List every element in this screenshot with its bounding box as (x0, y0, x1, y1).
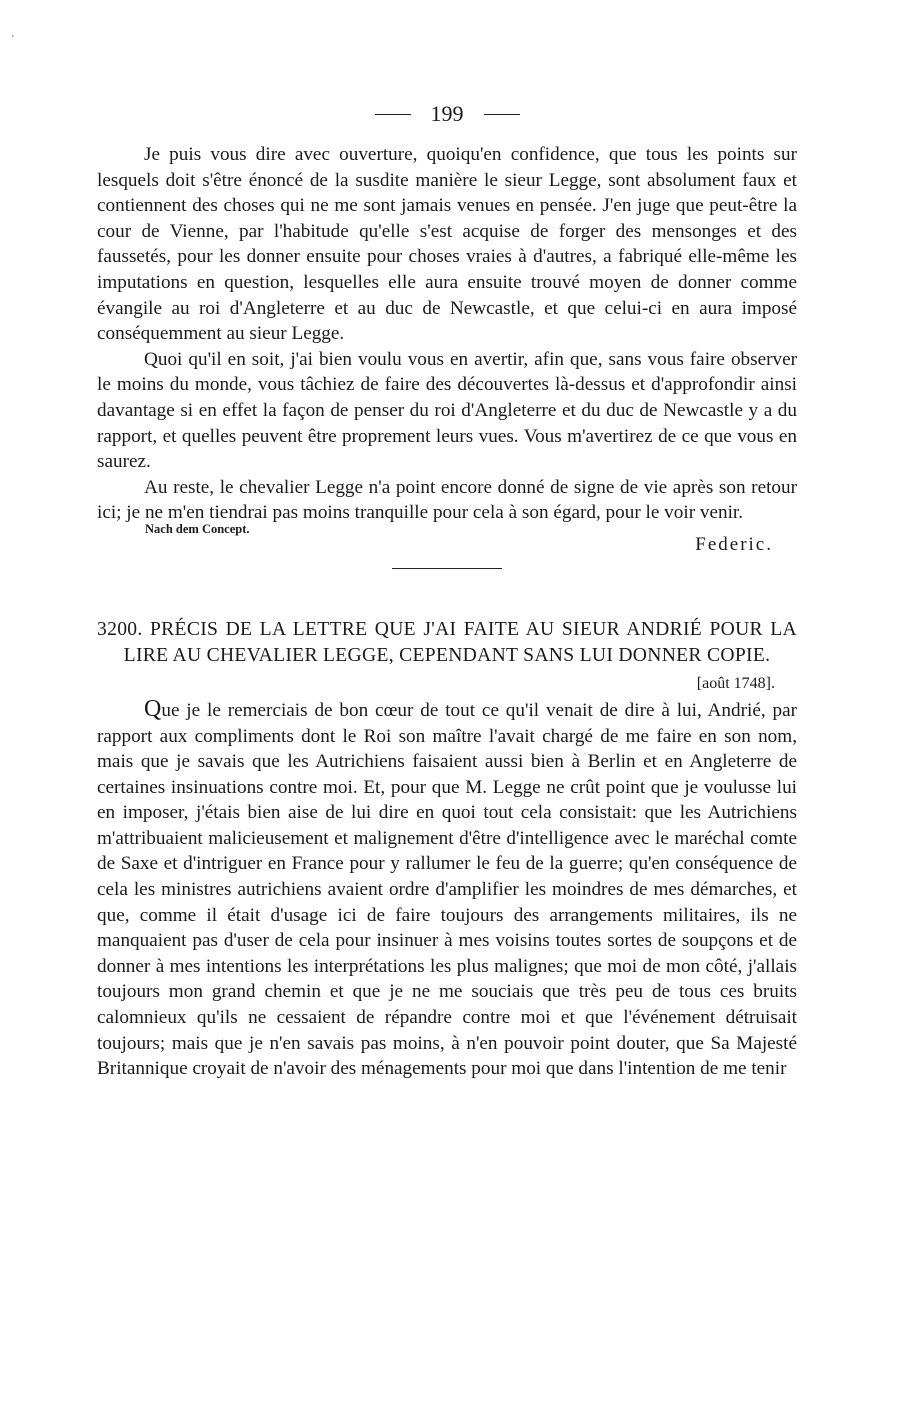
header-dash-right (484, 114, 520, 115)
book-page (97, 96, 797, 1082)
paragraph: Je puis vous dire avec ouverture, quoiqu'en confidence, que tous les points sur lesquels doit s'être énoncé de la susdite manière le sieur Legge, sont absolument faux et contiennent des choses qui ne me sont jamais venues en pensée. J'en juge que peut-être la cour de Vienne, par l'habitude qu'elle s'est acquise de forger des mensonges et des faussetés, pour les donner ensuite pour choses vraies à d'autres, a fabriqué elle-même les imputations en question, lesquelles elle aura ensuite trouvé moyen de donner comme évangile au roi d'Angleterre et au duc de Newcastle, et que celui-ci en aura imposé conséquemment au sieur Legge. (97, 144, 797, 345)
header-dash-left (375, 114, 411, 115)
page-number: 199 (430, 101, 464, 126)
paragraph: Au reste, le chevalier Legge n'a point encore donné de signe de vie après son retour ici; je ne m'en tiendrai pas moins tranquille pour cela à son égard, pour le voir venir. (97, 476, 797, 524)
page-header (97, 96, 797, 132)
letter-body (97, 142, 797, 526)
source-note: Nach dem Concept. (145, 521, 250, 536)
section-number: 3200. (97, 618, 143, 640)
section-title: PRÉCIS DE LA LETTRE QUE J'AI FAITE AU SIEUR ANDRIÉ POUR LA LIRE AU CHEVALIER LEGGE, CEPENDANT SANS LUI DONNER COPIE. (123, 618, 798, 666)
section-body (97, 697, 797, 1082)
section-divider (392, 568, 502, 569)
section-heading (97, 617, 797, 669)
margin-speck: ' (12, 34, 14, 45)
section-body-text: ue je le remerciais de bon cœur de tout ce qu'il venait de dire à lui, Andrié, par rapport aux compliments dont le Roi son maître l'avait chargé de me faire en son nom, mais que je savais que les Autrichiens faisaient aussi bien à Berlin et en Angleterre de certaines insinuations contre moi. Et, pour que M. Legge ne crût point que je voulusse lui en imposer, j'étais bien aise de lui dire en quoi tout cela consistait: que les Autrichiens m'attribuaient malicieusement et malignement d'être d'intelligence avec le maréchal comte de Saxe et d'intriguer en France pour y rallumer le feu de la guerre; qu'en conséquence de cela les ministres autrichiens avaient ordre d'amplifier les moindres de mes démarches, et que, comme il était d'usage ici de faire toujours des arrangements militaires, ils ne manquaient pas d'user de cela pour insinuer à mes voisins toutes sortes de soupçons et de donner à mes intentions les interprétations les plus malignes; que moi de mon côté, j'allais toujours mon grand chemin et que je ne me souciais que très peu de tous ces bruits calomnieux qu'ils ne cessaient de répandre contre moi et que l'événement détruisait toujours; mais que je n'en savais pas moins, à n'en pouvoir point douter, que Sa Majesté Britannique croyait de n'avoir des ménagements pour moi que dans l'intention de me tenir (97, 699, 797, 1080)
section-date: [août 1748]. (696, 674, 775, 692)
signature-row (97, 521, 797, 556)
paragraph (97, 697, 797, 1082)
signature: Federic. (695, 533, 773, 555)
paragraph: Quoi qu'il en soit, j'ai bien voulu vous en avertir, afin que, sans vous faire observer le moins du monde, vous tâchiez de faire des découvertes là-dessus et d'approfondir ainsi davantage si en effet la façon de penser du roi d'Angleterre et du duc de Newcastle y a du rapport, et quelles peuvent être proprement leurs vues. Vous m'avertirez de ce que vous en saurez. (97, 348, 797, 473)
initial-letter: Q (144, 695, 162, 722)
